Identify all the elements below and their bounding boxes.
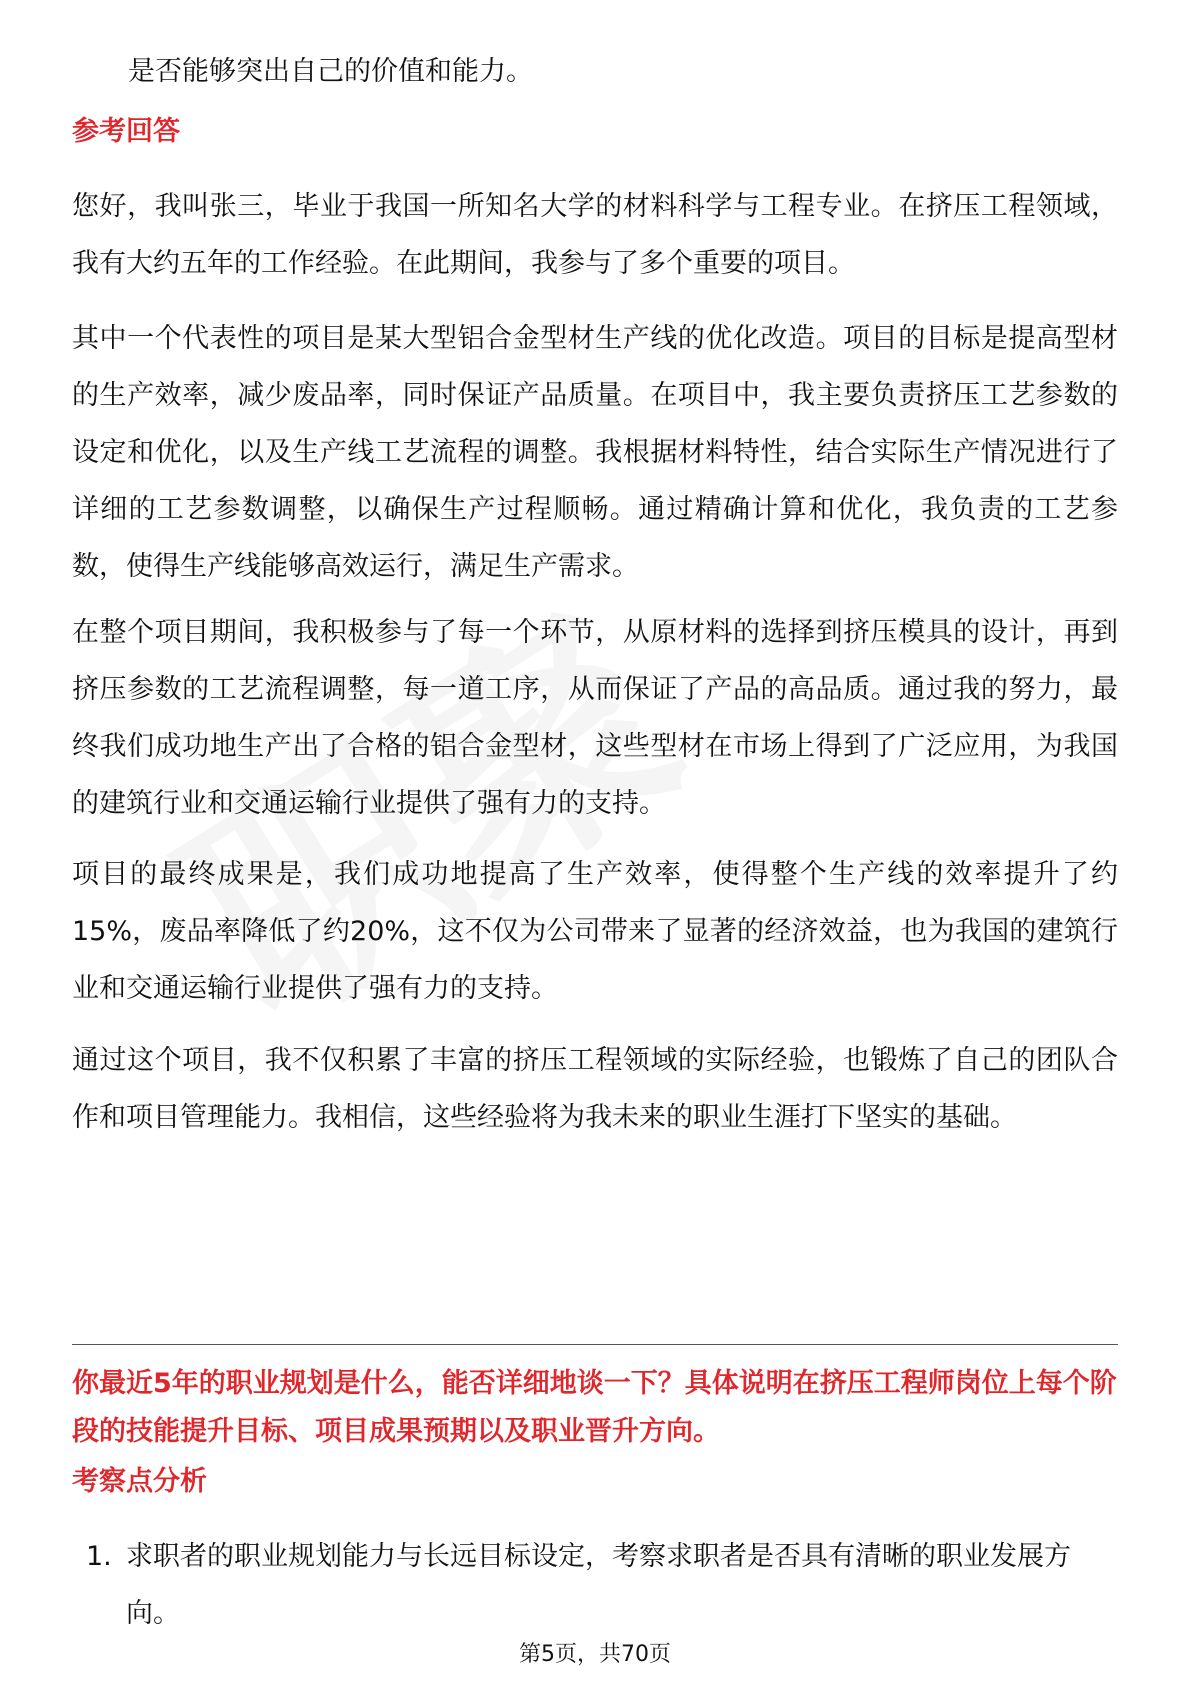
answer-paragraph-5: 通过这个项目，我不仅积累了丰富的挤压工程领域的实际经验，也锻炼了自己的团队合作和项目管理能力。我相信，这些经验将为我未来的职业生涯打下坚实的基础。	[72, 1045, 1118, 1133]
page-footer: 第5页，共70页	[519, 1642, 671, 1667]
answer-paragraph-1: 您好，我叫张三，毕业于我国一所知名大学的材料科学与工程专业。在挤压工程领域，我有大约五年的工作经验。在此期间，我参与了多个重要的项目。	[72, 191, 1118, 279]
answer-paragraph-3: 在整个项目期间，我积极参与了每一个环节，从原材料的选择到挤压模具的设计，再到挤压参数的工艺流程调整，每一道工序，从而保证了产品的高品质。通过我的努力，最终我们成功地生产出了合格的铝合金型材，这些型材在市场上得到了广泛应用，为我国的建筑行业和交通运输行业提供了强有力的支持。	[72, 617, 1118, 819]
analysis-heading: 考察点分析	[72, 1466, 207, 1497]
section-divider	[72, 1344, 1118, 1345]
list-item-text: 求职者的职业规划能力与长远目标设定，考察求职者是否具有清晰的职业发展方向。	[126, 1541, 1071, 1629]
list-item-number: 1.	[86, 1541, 112, 1572]
analysis-list-item	[72, 1528, 1118, 1642]
reference-answer-heading: 参考回答	[72, 116, 180, 147]
next-question: 你最近5年的职业规划是什么，能否详细地谈一下？具体说明在挤压工程师岗位上每个阶段的技能提升目标、项目成果预期以及职业晋升方向。	[72, 1368, 1117, 1447]
answer-paragraph-2: 其中一个代表性的项目是某大型铝合金型材生产线的优化改造。项目的目标是提高型材的生产效率，减少废品率，同时保证产品质量。在项目中，我主要负责挤压工艺参数的设定和优化，以及生产线工艺流程的调整。我根据材料特性，结合实际生产情况进行了详细的工艺参数调整，以确保生产过程顺畅。通过精确计算和优化，我负责的工艺参数，使得生产线能够高效运行，满足生产需求。	[72, 323, 1118, 582]
answer-paragraph-4: 项目的最终成果是，我们成功地提高了生产效率，使得整个生产线的效率提升了约15%，废品率降低了约20%，这不仅为公司带来了显著的经济效益，也为我国的建筑行业和交通运输行业提供了强有力的支持。	[72, 859, 1118, 1004]
continuation-line: 是否能够突出自己的价值和能力。	[128, 56, 533, 87]
